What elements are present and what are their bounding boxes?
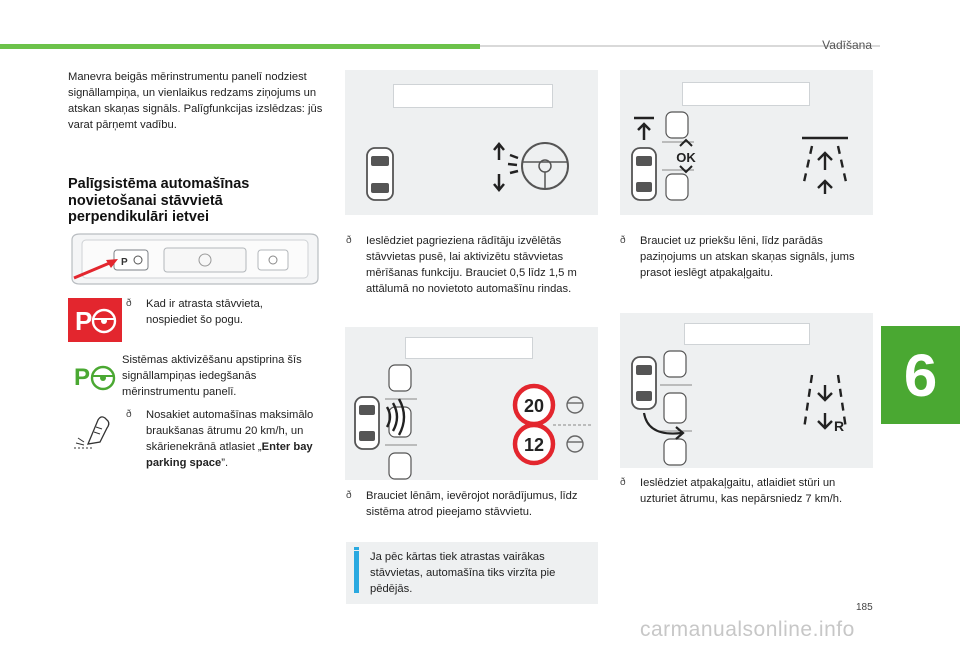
header-accent-bar bbox=[0, 44, 480, 49]
forward-arrow-icon bbox=[634, 118, 654, 140]
car-top-view-icon bbox=[367, 148, 393, 200]
step-drive-slowly: ð Brauciet lēnām, ievērojot norādījumus, līdz sistēma atrod pieejamo stāvvietu. bbox=[366, 488, 594, 520]
step-engage-reverse: ð Ieslēdziet atpakaļgaitu, atlaidiet stūri un uzturiet ātrumu, kas nepārsniedz 7 km/h. bbox=[640, 475, 870, 507]
info-icon-dot bbox=[354, 547, 359, 550]
svg-text:P: P bbox=[74, 364, 91, 391]
speed-limit-20-sign bbox=[515, 386, 553, 424]
camera-view-forward-icon bbox=[802, 138, 848, 194]
step-forward-until-message: ð Brauciet uz priekšu lēni, līdz parādās paziņojums un atskan skaņas signāls, jums prasot ieslēgt atpakaļgaitu. bbox=[640, 233, 870, 281]
diagram-indicator-steering bbox=[345, 70, 598, 215]
section-heading: Palīgsistēma automašīnas novietošanai stāvvietā perpendikulāri ietvei bbox=[68, 176, 250, 225]
intro-paragraph: Manevra beigās mērinstrumentu panelī nodziest signāllampiņa, un vienlaikus redzams ziņojums un atskan skaņas signāls. Palīgfunkcijas izslēdzas: jūs varat pārņemt vadību. bbox=[68, 71, 323, 131]
header-rule bbox=[480, 45, 880, 47]
step-indicator-activate: ð Ieslēdziet pagrieziena rādītāju izvēlētās stāvvietas pusē, lai aktivizētu stāvvietas mērīšanas funkciju. Brauciet 0,5 līdz 1,5 m attālumā no novietoto automašīnu rindas. bbox=[366, 233, 594, 297]
ok-indicator-icon bbox=[676, 140, 696, 172]
direction-arrows-icon bbox=[494, 144, 518, 190]
info-icon bbox=[354, 551, 359, 593]
step-press-button: ð Kad ir atrasta stāvvieta, nospiediet šo pogu. bbox=[146, 296, 316, 328]
svg-text:P: P bbox=[121, 257, 128, 268]
diagram-slow-drive-detection bbox=[345, 327, 598, 480]
info-note bbox=[346, 542, 598, 604]
enter-bay-parking-space-label: Enter bay parking space bbox=[146, 441, 313, 469]
car-top-view-icon bbox=[632, 148, 656, 200]
page-number: 185 bbox=[856, 602, 873, 613]
diagram-forward-ok bbox=[620, 70, 873, 215]
step3-suffix: ”. bbox=[221, 457, 229, 469]
ok-label: OK bbox=[676, 150, 696, 165]
diagram-reverse bbox=[620, 313, 873, 468]
chapter-title: Vadīšana bbox=[822, 38, 872, 52]
park-assist-indicator-icon bbox=[68, 360, 122, 392]
speed-high-label: 20 bbox=[523, 396, 545, 416]
svg-text:P: P bbox=[75, 306, 93, 336]
steering-wheel-icon bbox=[522, 143, 568, 189]
speed-limit-12-sign bbox=[515, 425, 553, 463]
step3-text: Nosakiet automašīnas maksimālo braukšanas ātrumu 20 km/h, un skārienekrānā atlasiet „ bbox=[146, 409, 314, 453]
car-top-view-icon bbox=[355, 397, 379, 449]
car-top-view-icon bbox=[632, 357, 656, 409]
reverse-gear-label: R bbox=[834, 418, 845, 434]
indicator-confirmation-text: Sistēmas aktivizēšanu apstiprina šīs signāllampiņas iedegšanās mērinstrumentu panelī. bbox=[122, 354, 302, 398]
speed-low-label: 12 bbox=[523, 435, 545, 455]
watermark: carmanualsonline.info bbox=[640, 618, 855, 641]
chapter-tab-number: 6 bbox=[903, 341, 938, 409]
step-select-enter-bay bbox=[146, 407, 316, 471]
touchscreen-hand-icon bbox=[70, 412, 118, 452]
dashboard-button-illustration bbox=[68, 232, 322, 286]
chapter-tab[interactable] bbox=[881, 326, 960, 424]
info-note-text: Ja pēc kārtas tiek atrastas vairākas stāvvietas, automašīna tiks virzīta pie pēdējās. bbox=[370, 551, 556, 595]
park-assist-button-icon bbox=[68, 298, 122, 342]
